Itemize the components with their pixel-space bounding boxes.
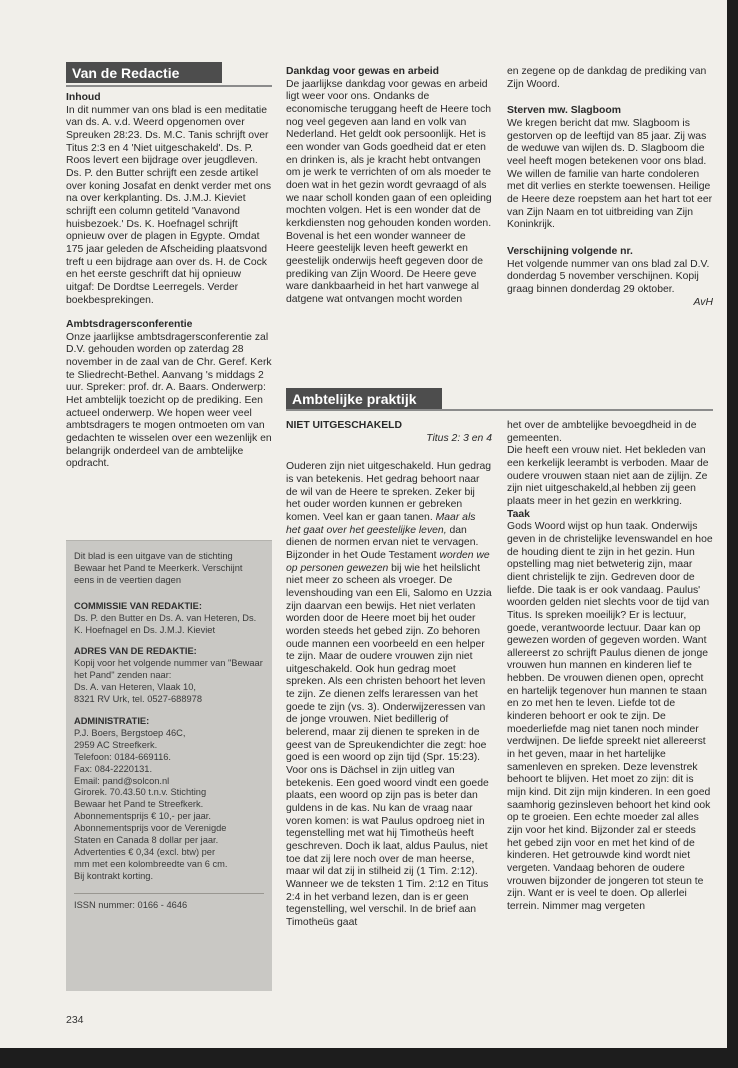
article-paragraph	[286, 461, 492, 929]
dankdag-continuation: en zegene op de dankdag de prediking van Zijn Woord.	[507, 66, 707, 90]
article-column-left	[286, 420, 492, 930]
volgende-heading: Verschijning volgende nr.	[507, 245, 633, 257]
admin-line: Email: pand@solcon.nl	[74, 775, 170, 786]
admin-line: Staten en Canada 8 dollar per jaar.	[74, 835, 219, 846]
taak-heading: Taak	[507, 508, 530, 520]
article-text-italic: Maar als het gaat over het geestelijke leven,	[286, 511, 476, 536]
inhoud-heading: Inhoud	[66, 92, 101, 103]
commissie-label: COMMISSIE VAN REDAKTIE:	[74, 600, 202, 611]
admin-line: mm met een kolombreedte van 6 cm.	[74, 858, 228, 869]
colophon-box	[66, 540, 272, 991]
adres-text: Kopij voor het volgende nummer van "Bewaar het Pand" zenden naar:	[74, 658, 263, 681]
adres-name: Ds. A. van Heteren, Vlaak 10,	[74, 682, 196, 693]
article-text-italic: worden we op personen gewezen	[286, 549, 490, 574]
banner-redactie-label: Van de Redactie	[72, 64, 180, 81]
admin-line: Bewaar het Pand te Streefkerk.	[74, 799, 204, 810]
slagboom-heading: Sterven mw. Slagboom	[507, 105, 621, 117]
admin-line: Abonnementsprijs voor de Verenigde	[74, 823, 227, 834]
article-text: dan dienen de normen ervan niet te vervagen. Bijzonder in het Oude Testament	[286, 524, 479, 561]
admin-line: Telefoon: 0184-669116.	[74, 751, 172, 762]
volgende-text: Het volgende nummer van ons blad zal D.V. donderdag 5 november verschijnen. Kopij graag binnen donderdag 29 oktober.	[507, 258, 710, 295]
colophon-divider	[74, 893, 264, 894]
inhoud-text: In dit nummer van ons blad is een meditatie van ds. A. v.d. Weerd opgenomen over Spreuken 28:23. Ds. M.C. Tanis schrijft over Titus 2:3 en 4 'Niet uitgeschakeld'. Ds. P. Roos levert een bijdrage over jeugdleven. Ds. P. den Butter schrijft een zesde artikel over koning Josafat en denkt verder met ons na over kerkplanting. Ds. J.M.J. Kieviet schrijft een column getiteld 'Vanavond huisbezoek.' Ds. K. Hoefnagel schrijft opnieuw over de plagen in Egypte. Omdat 175 jaar geleden de Afscheiding plaatsvond treft u een bijdrage aan over ds. H. de Cock en het eerste geschrift dat hij opnieuw uitgaf: De Dordtse Leerregels. Verder boekbesprekingen.	[66, 104, 272, 306]
admin-label: ADMINISTRATIE:	[74, 715, 150, 726]
colophon-intro: Dit blad is een uitgave van de stichting Bewaar het Pand te Meerkerk. Verschijnt eens in de veertien dagen	[74, 551, 243, 585]
article-text: het over de ambtelijke bevoegdheid in de gemeenten.	[507, 420, 697, 444]
article-text: bij wie het heilslicht niet meer zo scheen als vroeger. De levenshouding van een Eli, Salomo en Uzzia zijn daarvan een bewijs. Het niet verlaten worden door de Heere moet bij het ouder worden steeds het gebed zijn. Zo behoren oude mannen een voorbeeld en een helper te zijn. Maar de oudere vrouwen zijn niet uitgeschakeld. Ook hun gedrag moet spreken. Als een christen behoort het leven te zijn. Ze dienen zelfs leraressen van het goede te zijn (vs. 3). Onderwijzeressen van de jonge vrouwen. Niet bedillerig of belerend, maar zij dienen te spreken in de geest van de Spreukendichter die zegt: hoe goed is een woord op zijn tijd (Spr. 15:23). Voor ons is Dächsel in zijn uitleg van betekenis. Een goed woord vindt een goede plaats, een woord op zijn pas is beter dan guldens in de kas. Nu kan de vraag naar voren komen: is wat Paulus opdroeg niet in tegenstelling met wat hij Timotheüs heeft geschreven. Doch ik laat, aldus Paulus, niet toe dat zij lere noch over de man heerse, maar wil dat zij in stilheid zij (1 Tim. 2:12). Wanneer we de teksten 1 Tim. 2:12 en Titus 2:4 in het verband lezen, dan is er geen tegenstelling, wel verschil. In de brief aan Timotheüs gaat	[286, 562, 492, 928]
admin-line: Abonnementsprijs € 10,- per jaar.	[74, 811, 211, 822]
news-column	[507, 66, 713, 309]
issn-number: ISSN nummer: 0166 - 4646	[74, 899, 188, 910]
commissie-text: Ds. P. den Butter en Ds. A. van Heteren, Ds. K. Hoefnagel en Ds. J.M.J. Kieviet	[74, 612, 257, 635]
banner-ambtelijk-label: Ambtelijke praktijk	[292, 390, 417, 407]
article-title: NIET UITGESCHAKELD	[286, 420, 403, 431]
banner-rule	[286, 409, 713, 411]
admin-line: Bij kontrakt korting.	[74, 870, 154, 881]
dankdag-text: De jaarlijkse dankdag voor gewas en arbeid ligt weer voor ons. Ondanks de economische teruggang heeft de Heere toch nog veel gegeven aan land en volk van Nederland. Het geldt ook persoonlijk. Het is een wonder van Gods goedheid dat er eten en drinken is, als je kracht hebt ontvangen om je werk te verrichten of om als moeder te doen wat in het gezin wordt gevraagd of als we naar scholl konden gaan of een opleiding mochten volgen. Het is een wonder dat de kerkdiensten nog gehouden konden worden. Bovenal is het een wonder wanneer de Heere geestelijk leven heeft gewerkt en geestelijk onderwijs heeft gegeven door de prediking van Zijn Woord. De Heere geve ware dankbaarheid in het hart vanwege al datgene wat ontvangen mocht worden	[286, 78, 492, 305]
conferentie-text: Onze jaarlijkse ambtsdragersconferentie zal D.V. gehouden worden op zaterdag 28 november in de zaal van de Chr. Geref. Kerk te Sliedrecht-Bethel. Aanvang 's middags 2 uur. Spreker: prof. dr. A. Baars. Onderwerp: Het ambtelijk toezicht op de prediking. Een actueel onderwerp. We hopen weer veel ambtsdragers te mogen ontmoeten om van gedachten te wisselen over een wezenlijk en belangrijk onderdeel van de ambtelijke opdracht.	[66, 331, 272, 470]
dankdag-heading: Dankdag voor gewas en arbeid	[286, 66, 440, 77]
taak-text: Gods Woord wijst op hun taak. Onderwijs geven in de christelijke levenswandel en hoe de houding dient te zijn in het gezin. Hun opstelling mag niet betweterig zijn, maar dient christelijk te zijn. Gedreven door de liefde. Die taak is er ook vandaag. Paulus' woorden gelden niet slechts voor de tijd van Titus. Is spreken moeilijk? Er is lectuur, goede, verantwoorde lectuur. Daar kan op gewezen worden of gegeven worden. Want allereerst zo schrijft Paulus dienen de jonge vrouwen hun mannen en kinderen lief te hebben. De vrouwen dienen open, oprecht en hartelijk tegenover hun mannen te staan en zo met hen te leven. Liefde tot de kinderen behoort er ook te zijn. De moederliefde mag niet tanen noch minder verdwijnen. De liefde spreekt niet allereerst in het geven, maar in het hartelijke samenleven en spreken. Deze levenstrek behoort te blijven. Het moet zo zijn: dit is mijn kind. Dit zijn mijn kinderen. In een goed saamhorig gezinsleven behoort het kind ook op te groeien. Een echte moeder zal alles zijn voor het kind. Bijzonder zal er steeds het gebed zijn voor en met het kind of de kinderen. Het getrouwde kind wordt niet vergeten. Vandaag behoren de oudere vrouwen bijzonder de jongeren tot steun te zijn. Want er is veel te doen. Op allerlei terrein. Nimmer mag vergeten	[507, 521, 713, 912]
dankdag-column	[286, 66, 492, 306]
editor-signature: AvH	[693, 296, 713, 308]
article-column-right	[507, 420, 713, 914]
admin-line: Girorek. 70.43.50 t.n.v. Stichting	[74, 787, 207, 798]
conferentie-heading: Ambtsdragersconferentie	[66, 319, 193, 331]
slagboom-text: We kregen bericht dat mw. Slagboom is gestorven op de leeftijd van 85 jaar. Zij was de weduwe van wijlen ds. D. Slagboom die veel heeft mogen betekenen voor ons blad. We willen de familie van harte condoleren met dit verlies en sterkte toewensen. Heilige de Heere deze roepstem aan het hart tot eer van Zijn Naam en tot uitbreiding van Zijn Koninkrijk.	[507, 117, 713, 231]
editorial-column	[66, 92, 272, 471]
admin-line: Advertenties € 0,34 (excl. btw) per	[74, 846, 216, 857]
adres-city: 8321 RV Urk, tel. 0527-688978	[74, 694, 203, 705]
adres-label: ADRES VAN DE REDAKTIE:	[74, 646, 197, 657]
section-banner-redactie	[66, 62, 222, 83]
banner-rule	[66, 85, 272, 87]
article-text: Die heeft een vrouw niet. Het bekleden van een kerkelijk leerambt is verboden. Maar de oudere vrouwen staan niet aan de zijlijn. Ze zijn niet uitgeschakeld,al hebben zij geen plaats meer in het gezin en werkkring.	[507, 445, 709, 507]
article-text: Ouderen zijn niet uitgeschakeld. Hun gedrag is van betekenis. Het gedrag behoort naar de wil van de Heere te spreken. Zeker bij het ouder worden kunnen er gebreken komen. Veel kan er gaan tanen.	[286, 461, 492, 523]
admin-line: P.J. Boers, Bergstoep 46C,	[74, 727, 186, 738]
admin-line: Fax: 084-2220131.	[74, 763, 153, 774]
admin-line: 2959 AC Streefkerk.	[74, 739, 158, 750]
page-edge-shadow	[727, 0, 738, 1068]
section-banner-ambtelijk	[286, 388, 442, 409]
page-number: 234	[66, 1014, 84, 1026]
article-reference: Titus 2: 3 en 4	[426, 432, 492, 444]
